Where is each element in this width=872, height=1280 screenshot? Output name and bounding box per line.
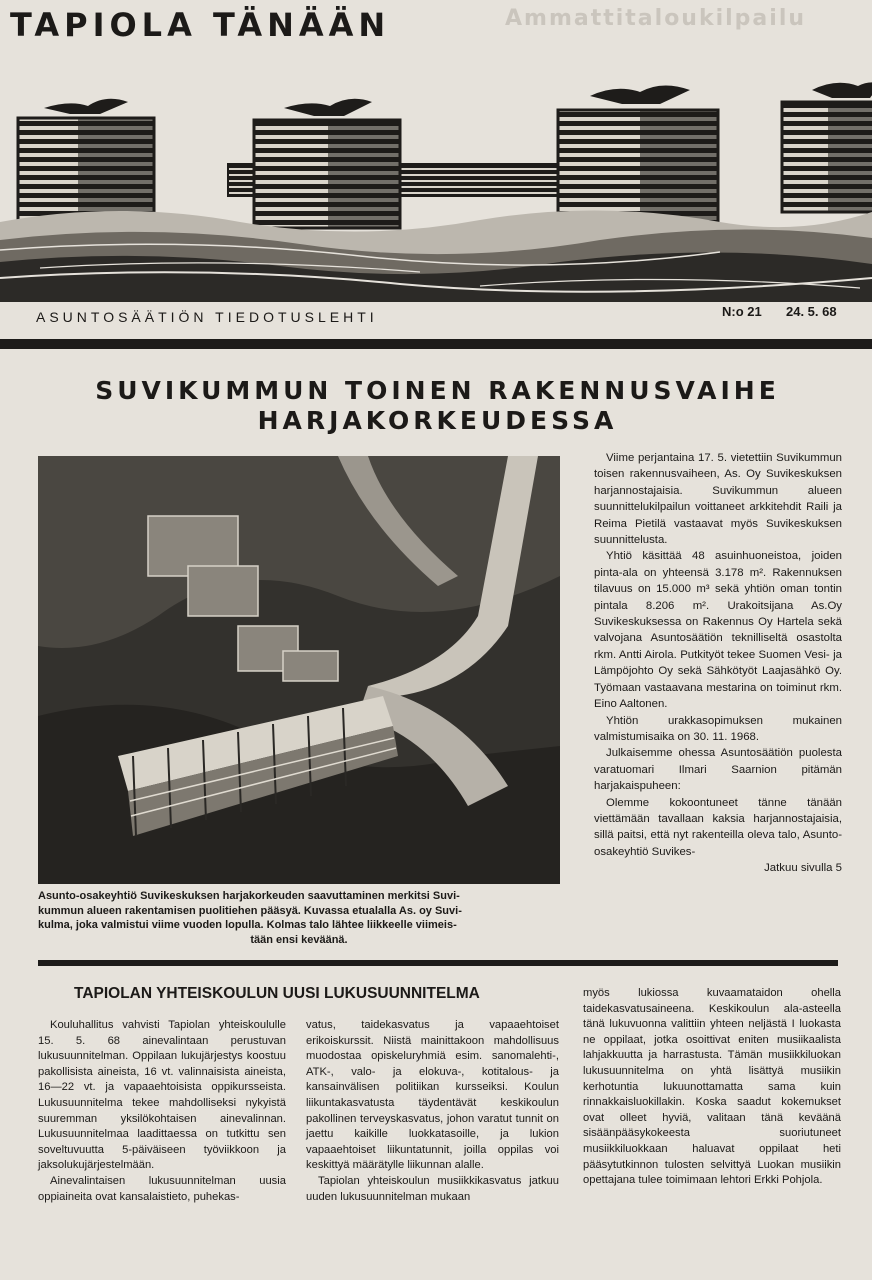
paragraph: Yhtiö käsittää 48 asuinhuoneistoa, joiden pinta-ala on yhteensä 3.178 m². Rakennuksen tilavuus on 15.000 m³ sekä yhtiön oman tontin pintala 8.206 m². Urakoitsijana As.Oy Suvikeskuksessa on Rakennus Oy Hartela sekä valvojana Asuntosäätiön teknilliseltä osastolta rkm. Antti Airola. Putkityöt tekee Suomen Vesi- ja Lämpöjohto Oy sekä Sähkötyöt Laajasähkö Oy. Työmaan vastaavana mestarina on toiminut rkm. Eino Aaltonen.	[594, 550, 842, 711]
lead-headline	[30, 376, 845, 436]
masthead-title: TAPIOLA TÄNÄÄN	[10, 6, 391, 44]
section-divider	[38, 960, 838, 966]
issue-number: N:o 21	[722, 304, 762, 319]
paragraph: myös lukiossa kuvaamataidon ohella taidekasvatusaineena. Keskikoulun ala-asteella tänä lukuvuonna valittiin yhteen neljästä I luokasta ne oppilaat, jotka osoittivat eniten musiikaalista lahjakkuutta ja harrastusta. Tämän musiikkiluokan lukusuunnitelma on yhtä lisättyä musiikin kerhotuntia lukuunottamatta sama kuin rinnakkaisluokillakin. Koska saadut kokemukset ovat olleet hyviä, valitaan tänä keväänä sisäänpääsykokeesta suoriutuneet musiikkiluokkaan haluavat oppilaat heti pääsytutkinnon tulosten selvittyä Luokan musiikin opettajana tulee toimimaan lehtori Erkki Pohjola.	[583, 987, 841, 1187]
caption-line: Asunto-osakeyhtiö Suvikeskuksen harjakorkeuden saavuttaminen merkitsi Suvi-	[38, 890, 460, 902]
paragraph: Kouluhallitus vahvisti Tapiolan yhteiskoululle 15. 5. 68 ainevalintaan perustuvan lukusuunnitelman. Oppilaan lukujärjestys koostuu pakollisista aineista, 16 vt. valinnaisista aineista, 16—22 vt. ja vapaaehtoisista oppikursseista. Lukusuunnitelma tekee mahdolliseksi nykyistä suuremman yksilökohtaisen ainevalinnan. Lukusuunnitelmaa laadittaessa on tutkittu sen soveltuvuutta 5-päiväiseen työviikkoon ja jaksolukujärjestelmään.	[38, 1019, 286, 1172]
caption-line: kulma, joka valmistui viime vuoden lopulla. Kolmas talo lähtee liikkeelle viimeis-	[38, 919, 457, 931]
caption-line: tään ensi keväänä.	[250, 933, 348, 946]
lead-headline-line-2: HARJAKORKEUDESSA	[257, 406, 618, 435]
paragraph: Yhtiön urakkasopimuksen mukainen valmistumisaika on 30. 11. 1968.	[594, 714, 842, 743]
tower-block-1	[18, 99, 154, 224]
paragraph: Viime perjantaina 17. 5. vietettiin Suvikummun toisen rakennusvaiheen, As. Oy Suvikeskuksen harjannostajaisia. Suvikummun alueen suunnittelukilpailun voittaneet arkkitehdit Raili ja Reima Pietilä vastaavat myös Suvikeskuksen suunnittelusta.	[594, 452, 842, 547]
tower-block-4	[782, 82, 872, 212]
masthead-rule	[0, 339, 872, 349]
article2-title: TAPIOLAN YHTEISKOULUN UUSI LUKUSUUNNITELMA	[74, 985, 480, 1002]
article2-column-3	[583, 986, 841, 1189]
masthead-illustration	[0, 72, 872, 302]
photo-caption	[38, 889, 560, 947]
paragraph: vatus, taidekasvatus ja vapaaehtoiset erikoiskurssit. Niistä mainittakoon mahdollisuus muodostaa opiskeluryhmiä esim. sanomalehti-, ATK-, valo- ja elokuva-, kotitalous- ja kansainvälisen politiikan kursseiksi. Koulun liikuntakasvatusta täydentävät keskikoulun pakollinen terveyskasvatus, johon varatut tunnit on jaettu kaikille luokkatasoille, ja lukion vapaaehtoiset liikuntatunnit, joilla oppilas voi keskittyä määrätylle liikunnan alalle.	[306, 1019, 559, 1172]
paragraph: Tapiolan yhteiskoulun musiikkikasvatus jatkuu uuden lukusuunnitelman mukaan	[306, 1174, 559, 1203]
paragraph: Olemme kokoontuneet tänne tänään viettämään tavallaan kaksia harjannostajaisia, sillä paitsi, että nyt rakenteilla oleva talo, Asunto-osakeyhtiö Suvikes-	[594, 796, 842, 858]
paragraph: Ainevalintaisen lukusuunnitelman uusia oppiaineita ovat kansalaistieto, puhekas-	[38, 1174, 286, 1203]
lead-article-body	[594, 450, 842, 877]
caption-line: kummun alueen rakentamisen puolitiehen pääsyä. Kuvassa etualalla As. oy Suvi-	[38, 904, 462, 917]
bleed-through-headline: Ammattitaloukilpailu	[505, 6, 807, 31]
article2-column-1	[38, 1018, 286, 1205]
lead-headline-line-1: SUVIKUMMUN TOINEN RAKENNUSVAIHE	[95, 376, 780, 405]
paragraph: Julkaisemme ohessa Asuntosäätiön puolesta varatuomari Ilmari Saarnion pitämän harjakaispuheen:	[594, 747, 842, 793]
continued-note: Jatkuu sivulla 5	[764, 862, 842, 875]
aerial-photo	[38, 456, 560, 884]
article2-column-2	[306, 1018, 559, 1205]
issue-date: 24. 5. 68	[786, 304, 837, 319]
masthead-subtitle: ASUNTOSÄÄTIÖN TIEDOTUSLEHTI	[36, 309, 378, 325]
